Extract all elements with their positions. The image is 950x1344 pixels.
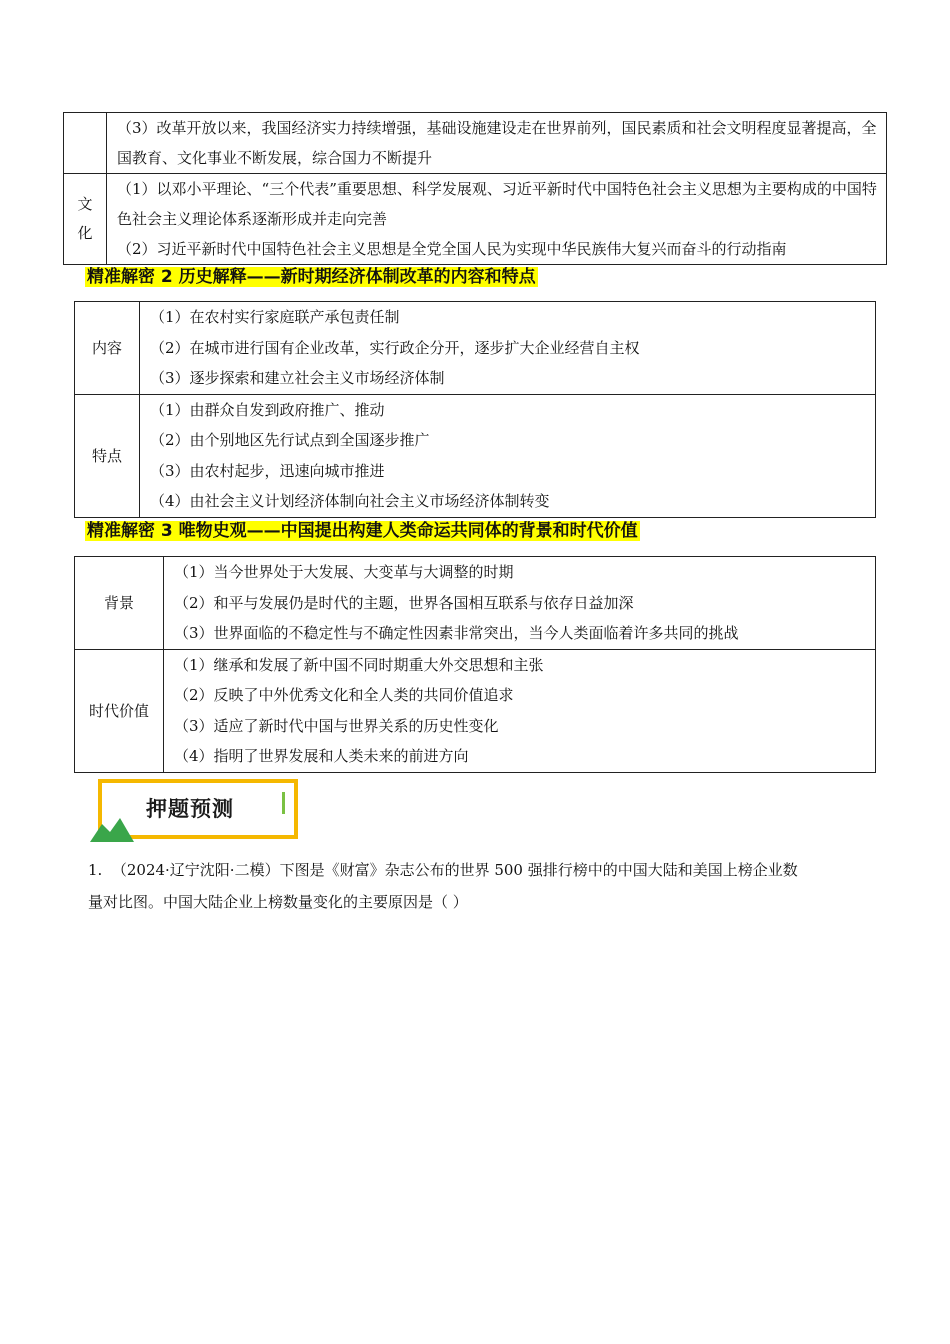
list-item: （2）和平与发展仍是时代的主题，世界各国相互联系与依存日益加深 bbox=[174, 593, 634, 612]
list-item: （1）当今世界处于大发展、大变革与大调整的时期 bbox=[174, 563, 514, 581]
list-item: （2）由个别地区先行试点到全国逐步推广 bbox=[150, 431, 430, 449]
row-label: 背景 bbox=[75, 557, 164, 650]
table-row bbox=[75, 302, 876, 395]
list-item: （1）在农村实行家庭联产承包责任制 bbox=[150, 308, 400, 326]
list-item: （2）在城市进行国有企业改革，实行政企分开，逐步扩大企业经营自主权 bbox=[150, 338, 640, 357]
table-row bbox=[75, 394, 876, 517]
banner-title: 押题预测 bbox=[146, 797, 234, 821]
table-cell bbox=[164, 557, 876, 650]
table-row bbox=[75, 649, 876, 772]
table-cell bbox=[164, 649, 876, 772]
table-row bbox=[75, 557, 876, 650]
question-text: （2024·辽宁沈阳·二模）下图是《财富》杂志公布的世界 500 强排行榜中的中国大陆和美国上榜企业数 bbox=[111, 861, 798, 879]
list-item: （3）逐步探索和建立社会主义市场经济体制 bbox=[150, 369, 445, 387]
table-cell bbox=[140, 302, 876, 395]
row-label-culture bbox=[64, 174, 107, 265]
list-item: （4）指明了世界发展和人类未来的前进方向 bbox=[174, 747, 469, 765]
question-1 bbox=[88, 854, 878, 918]
row-label-empty bbox=[64, 113, 107, 174]
row-label: 特点 bbox=[75, 394, 140, 517]
table-cell: （3）改革开放以来，我国经济实力持续增强，基础设施建设走在世界前列，国民素质和社会文明程度显著提高，全国教育、文化事业不断发展，综合国力不断提升 bbox=[107, 113, 887, 174]
prediction-banner bbox=[88, 778, 300, 844]
table-cell bbox=[140, 394, 876, 517]
question-line: 量对比图。中国大陆企业上榜数量变化的主要原因是（ ） bbox=[88, 893, 468, 911]
label-char: 文 bbox=[77, 195, 93, 213]
table-economic-reform bbox=[74, 301, 876, 518]
question-line bbox=[88, 854, 878, 886]
table-row bbox=[64, 113, 887, 174]
row-label: 时代价值 bbox=[75, 649, 164, 772]
question-number: 1. bbox=[88, 861, 103, 879]
row-label: 内容 bbox=[75, 302, 140, 395]
label-char: 化 bbox=[77, 224, 93, 242]
list-item: （3）由农村起步，迅速向城市推进 bbox=[150, 461, 385, 480]
table-row bbox=[64, 174, 887, 265]
section-heading-2: 精准解密 2 历史解释——新时期经济体制改革的内容和特点 bbox=[87, 267, 536, 287]
list-item: （1）由群众自发到政府推广、推动 bbox=[150, 400, 385, 419]
cell-line: （1）以邓小平理论、“三个代表”重要思想、科学发展观、习近平新时代中国特色社会主义思想为主要构成的中国特色社会主义理论体系逐渐形成并走向完善 bbox=[117, 180, 877, 228]
list-item: （3）适应了新时代中国与世界关系的历史性变化 bbox=[174, 716, 499, 735]
section-heading-3: 精准解密 3 唯物史观——中国提出构建人类命运共同体的背景和时代价值 bbox=[87, 521, 638, 541]
list-item: （4）由社会主义计划经济体制向社会主义市场经济体制转变 bbox=[150, 492, 550, 510]
table-cell bbox=[107, 174, 887, 265]
table-policy-continued bbox=[63, 112, 887, 265]
list-item: （1）继承和发展了新中国不同时期重大外交思想和主张 bbox=[174, 655, 544, 674]
list-item: （2）反映了中外优秀文化和全人类的共同价值追求 bbox=[174, 686, 514, 704]
list-item: （3）世界面临的不稳定性与不确定性因素非常突出，当今人类面临着许多共同的挑战 bbox=[174, 624, 739, 642]
table-community-of-shared-future bbox=[74, 556, 876, 773]
cell-line: （2）习近平新时代中国特色社会主义思想是全党全国人民为实现中华民族伟大复兴而奋斗的行动指南 bbox=[117, 240, 787, 258]
